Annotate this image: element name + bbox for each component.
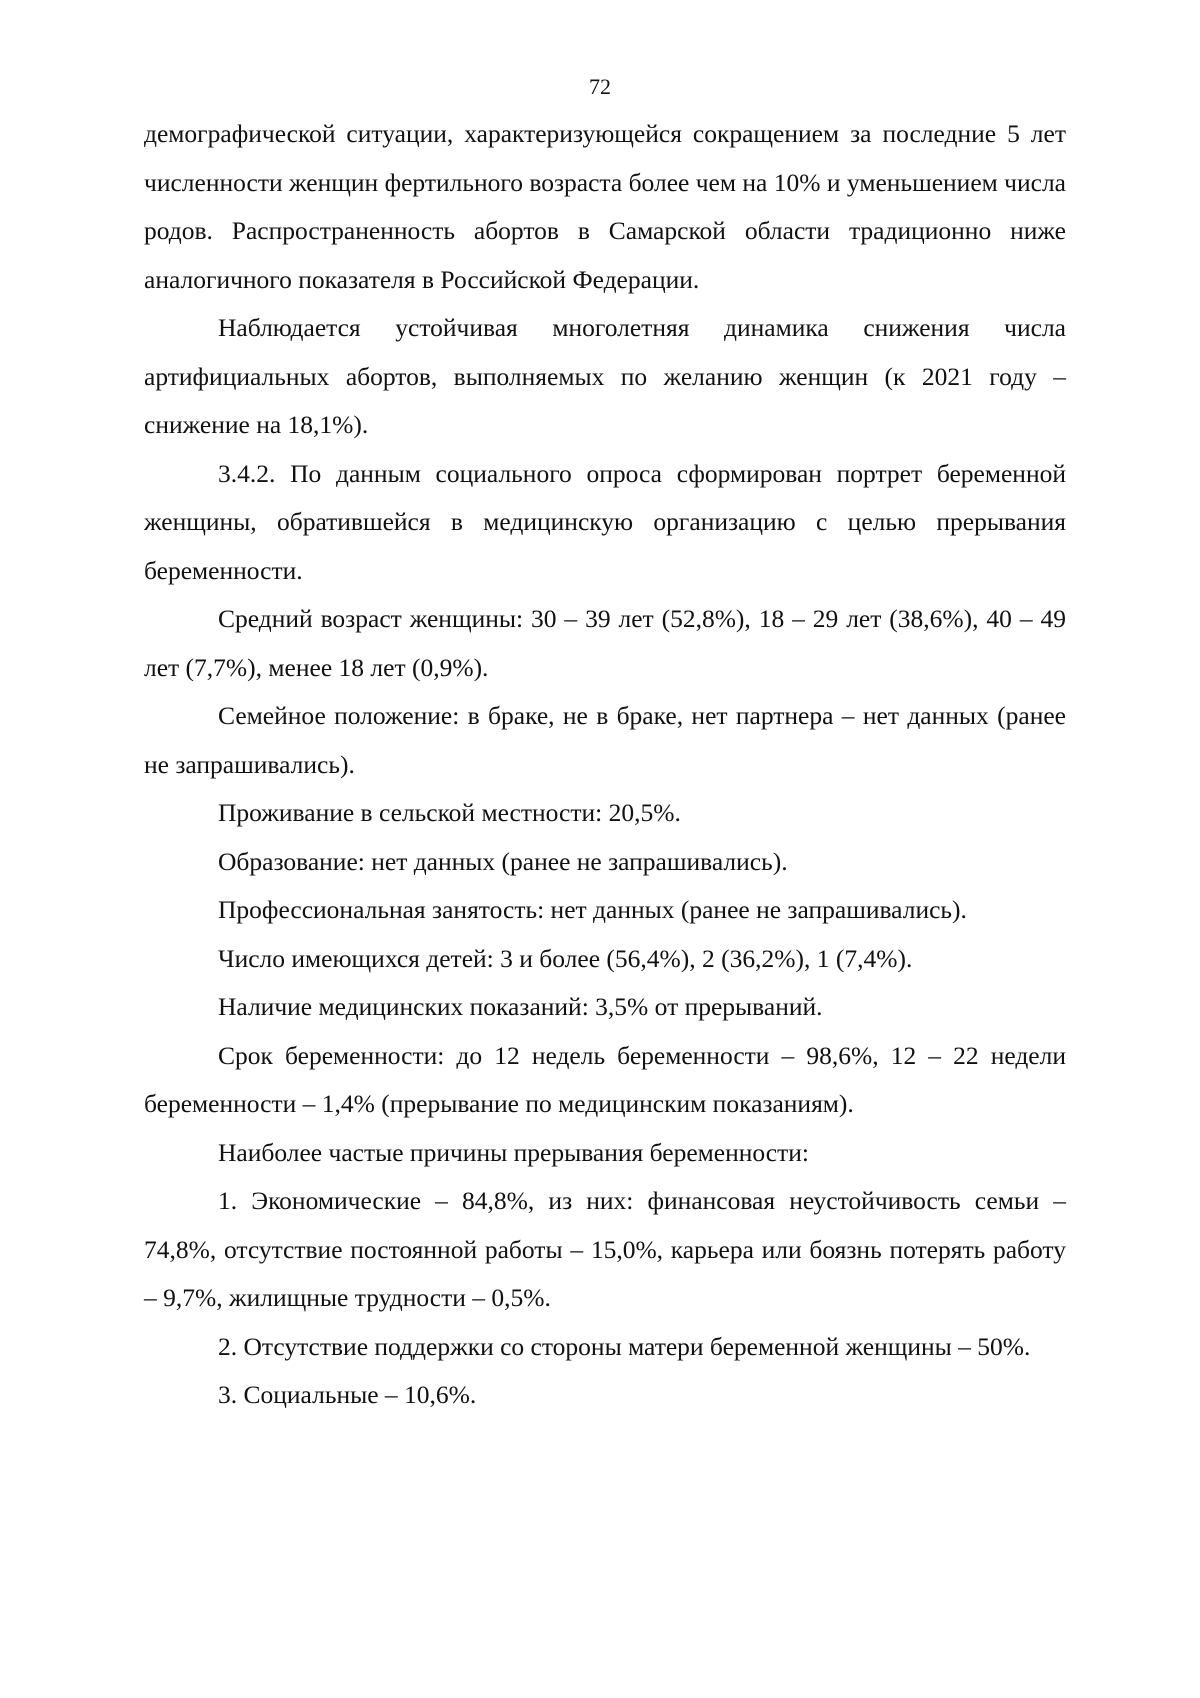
document-body xyxy=(144,110,1066,1420)
paragraph-marital-status: Семейное положение: в браке, не в браке, нет партнера – нет данных (ранее не запрашивались). xyxy=(144,701,1066,779)
paragraph-reason-economic: 1. Экономические – 84,8%, из них: финансовая неустойчивость семьи – 74,8%, отсутствие постоянной работы – 15,0%, карьера или боязнь потерять работу – 9,7%, жилищные трудности – 0,5%. xyxy=(144,1186,1066,1312)
paragraph-rural-residence: Проживание в сельской местности: 20,5%. xyxy=(218,798,681,827)
paragraph-reason-social: 3. Социальные – 10,6%. xyxy=(218,1380,477,1409)
paragraph-employment: Профессиональная занятость: нет данных (ранее не запрашивались). xyxy=(218,895,967,924)
paragraph-number-of-children: Число имеющихся детей: 3 и более (56,4%), 2 (36,2%), 1 (7,4%). xyxy=(218,943,913,973)
paragraph-reason-no-support: 2. Отсутствие поддержки со стороны матери беременной женщины – 50%. xyxy=(218,1331,1031,1361)
paragraph-demographic-situation: демографической ситуации, характеризующейся сокращением за последние 5 лет численности женщин фертильного возраста более чем на 10% и уменьшением числа родов. Распространенность абортов в Самарской области традиционно ниже аналогичного показателя в Российской Федерации. xyxy=(144,119,1066,294)
paragraph-survey-portrait: 3.4.2. По данным социального опроса сформирован портрет беременной женщины, обратившейся в медицинскую организацию с целью прерывания беременности. xyxy=(144,458,1066,585)
page-number: 72 xyxy=(589,74,611,99)
paragraph-education: Образование: нет данных (ранее не запрашивались). xyxy=(218,846,788,876)
paragraph-average-age: Средний возраст женщины: 30 – 39 лет (52,8%), 18 – 29 лет (38,6%), 40 – 49 лет (7,7%), менее 18 лет (0,9%). xyxy=(144,604,1066,682)
paragraph-reasons-heading: Наиболее частые причины прерывания беременности: xyxy=(218,1137,809,1167)
paragraph-abortion-dynamics: Наблюдается устойчивая многолетняя динамика снижения числа артифициальных абортов, выполняемых по желанию женщин (к 2021 году – снижение на 18,1%). xyxy=(144,313,1066,439)
paragraph-pregnancy-term: Срок беременности: до 12 недель беременности – 98,6%, 12 – 22 недели беременности – 1,4% (прерывание по медицинским показаниям). xyxy=(144,1040,1066,1118)
paragraph-medical-indications: Наличие медицинских показаний: 3,5% от прерываний. xyxy=(218,992,823,1021)
